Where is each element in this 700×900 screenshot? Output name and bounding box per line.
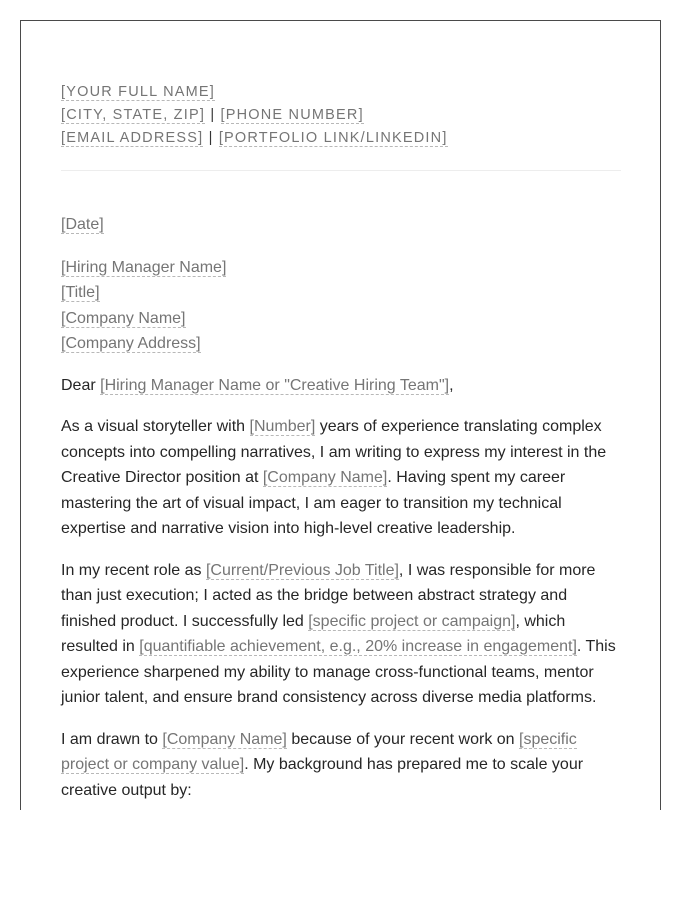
header-line-location: [61, 104, 621, 127]
letter-page: [20, 20, 661, 810]
title-placeholder[interactable]: [Title]: [61, 284, 100, 301]
company-name-placeholder[interactable]: [Company Name]: [61, 309, 186, 327]
hiring-manager-name-placeholder[interactable]: [Hiring Manager Name]: [61, 258, 227, 276]
achievement-placeholder[interactable]: [quantifiable achievement, e.g., 20% increase in engagement]: [139, 638, 577, 655]
para1-text-1: As a visual storyteller with: [61, 418, 250, 435]
letter-content: [61, 81, 621, 810]
para3-text-3: . My background has prepared me to scale your creative output by:: [61, 756, 584, 799]
city-state-zip-placeholder[interactable]: [CITY, STATE, ZIP]: [61, 107, 206, 123]
para2-text-3: , which resulted in: [61, 612, 566, 655]
salutation-suffix: ,: [449, 376, 454, 394]
para1-text-2: years of experience translating complex concepts into compelling narratives, I am writing to express my interest in the Creative Director position at: [61, 418, 607, 486]
header-line-name: [61, 81, 621, 104]
salutation: [61, 373, 621, 399]
portfolio-link-placeholder[interactable]: [PORTFOLIO LINK/LINKEDIN]: [218, 130, 448, 146]
para3-text-2: because of your recent work on: [286, 730, 519, 748]
recipient-title-line: [61, 280, 621, 306]
letter-body: [61, 212, 621, 803]
full-name-placeholder[interactable]: [YOUR FULL NAME]: [61, 84, 216, 100]
date-placeholder[interactable]: [Date]: [61, 216, 104, 233]
phone-number-placeholder[interactable]: [PHONE NUMBER]: [220, 107, 364, 123]
job-title-placeholder[interactable]: [Current/Previous Job Title]: [205, 561, 399, 579]
company-value-placeholder[interactable]: [specific project or company value]: [61, 730, 577, 773]
para2-text-1: In my recent role as: [61, 561, 206, 579]
para2-text-4: . This experience sharpened my ability to manage cross-functional teams, mentor junior talent, and ensure brand consistency across diverse media platforms.: [61, 638, 616, 706]
email-address-placeholder[interactable]: [EMAIL ADDRESS]: [61, 130, 204, 146]
contact-header: [61, 81, 621, 150]
date-line: [61, 212, 621, 238]
project-placeholder[interactable]: [specific project or campaign]: [308, 612, 516, 630]
salutation-name-placeholder[interactable]: [Hiring Manager Name or "Creative Hiring Team"]: [100, 376, 450, 394]
company-address-placeholder[interactable]: [Company Address]: [61, 335, 201, 352]
company-name-placeholder[interactable]: [Company Name]: [162, 730, 287, 748]
years-number-placeholder[interactable]: [Number]: [249, 418, 316, 435]
header-separator: |: [210, 107, 216, 123]
para3-text-1: I am drawn to: [61, 730, 163, 748]
paragraph-intro: [61, 414, 621, 542]
para1-text-3: . Having spent my career mastering the art of visual impact, I am eager to transition my technical expertise and narrative vision into high-level creative leadership.: [61, 469, 566, 537]
recipient-block: [61, 255, 621, 357]
recipient-address-line: [61, 331, 621, 357]
para2-text-2: , I was responsible for more than just execution; I acted as the bridge between abstract strategy and finished product. I successfully led: [61, 561, 596, 630]
recipient-name-line: [61, 255, 621, 281]
paragraph-motivation: [61, 727, 621, 804]
header-line-contact: [61, 127, 621, 150]
company-name-placeholder[interactable]: [Company Name]: [262, 469, 388, 486]
header-separator: |: [208, 130, 214, 146]
header-divider: [61, 170, 621, 171]
salutation-prefix: Dear: [61, 376, 101, 394]
recipient-company-line: [61, 306, 621, 332]
paragraph-experience: [61, 558, 621, 711]
